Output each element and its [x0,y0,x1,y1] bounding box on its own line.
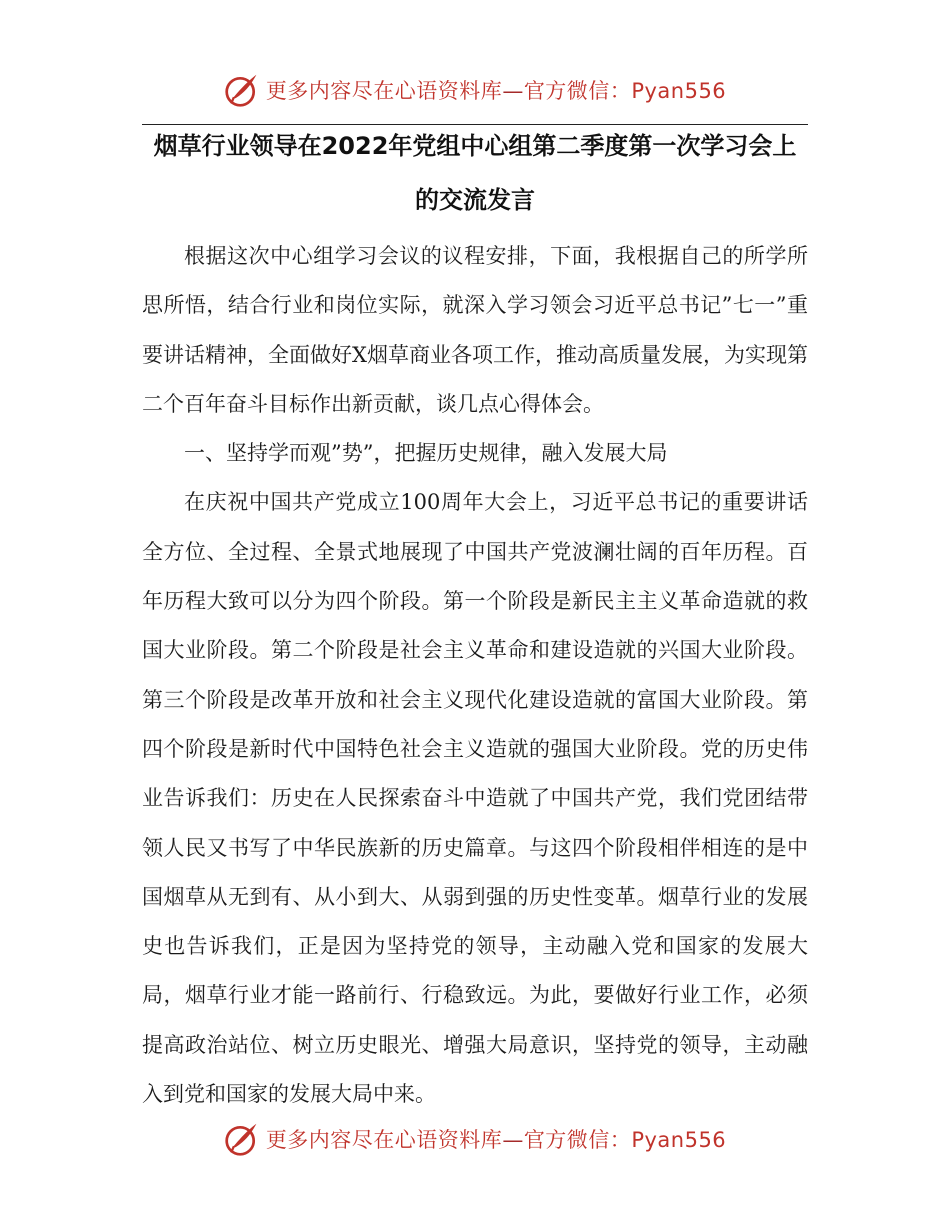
header-divider [142,124,808,125]
banner-promo-text: 更多内容尽在心语资料库 [265,79,503,103]
section-heading-1: 一、坚持学而观”势”，把握历史规律，融入发展大局 [184,441,668,466]
banner-wechat-id: Pyan556 [631,79,727,103]
banner-promo-text: 更多内容尽在心语资料库 [265,1128,503,1152]
body-paragraph-intro: 根据这次中心组学习会议的议程安排，下面，我根据自己的所学所思所悟，结合行业和岗位实际，就深入学习领会习近平总书记”七一”重要讲话精神，全面做好X烟草商业各项工作，推动高质量发展，为实现第二个百年奋斗目标作出新贡献，谈几点心得体会。 [142,244,808,416]
banner-official-label: 官方微信： [523,79,632,103]
banner-wechat-id: Pyan556 [631,1128,727,1152]
quill-logo-icon [224,1121,260,1157]
document-body [142,232,808,1119]
banner-separator: — [502,79,524,103]
header-watermark-banner [0,68,950,112]
document-title-line1: 烟草行业领导在2022年党组中心组第二季度第一次学习会上 [153,132,797,160]
banner-official-label: 官方微信： [523,1128,632,1152]
banner-separator: — [502,1128,524,1152]
quill-logo-icon [224,72,260,108]
body-paragraph-1: 在庆祝中国共产党成立100周年大会上，习近平总书记的重要讲话全方位、全过程、全景式地展现了中国共产党波澜壮阔的百年历程。百年历程大致可以分为四个阶段。第一个阶段是新民主主义革命造就的救国大业阶段。第二个阶段是社会主义革命和建设造就的兴国大业阶段。第三个阶段是改革开放和社会主义现代化建设造就的富国大业阶段。第四个阶段是新时代中国特色社会主义造就的强国大业阶段。党的历史伟业告诉我们：历史在人民探索奋斗中造就了中国共产党，我们党团结带领人民又书写了中华民族新的历史篇章。与这四个阶段相伴相连的是中国烟草从无到有、从小到大、从弱到强的历史性变革。烟草行业的发展史也告诉我们，正是因为坚持党的领导，主动融入党和国家的发展大局，烟草行业才能一路前行、行稳致远。为此，要做好行业工作，必须提高政治站位、树立历史眼光、增强大局意识，坚持党的领导，主动融入到党和国家的发展大局中来。 [142,490,808,1107]
footer-watermark-banner [0,1117,950,1161]
document-title-line2: 的交流发言 [415,186,535,214]
